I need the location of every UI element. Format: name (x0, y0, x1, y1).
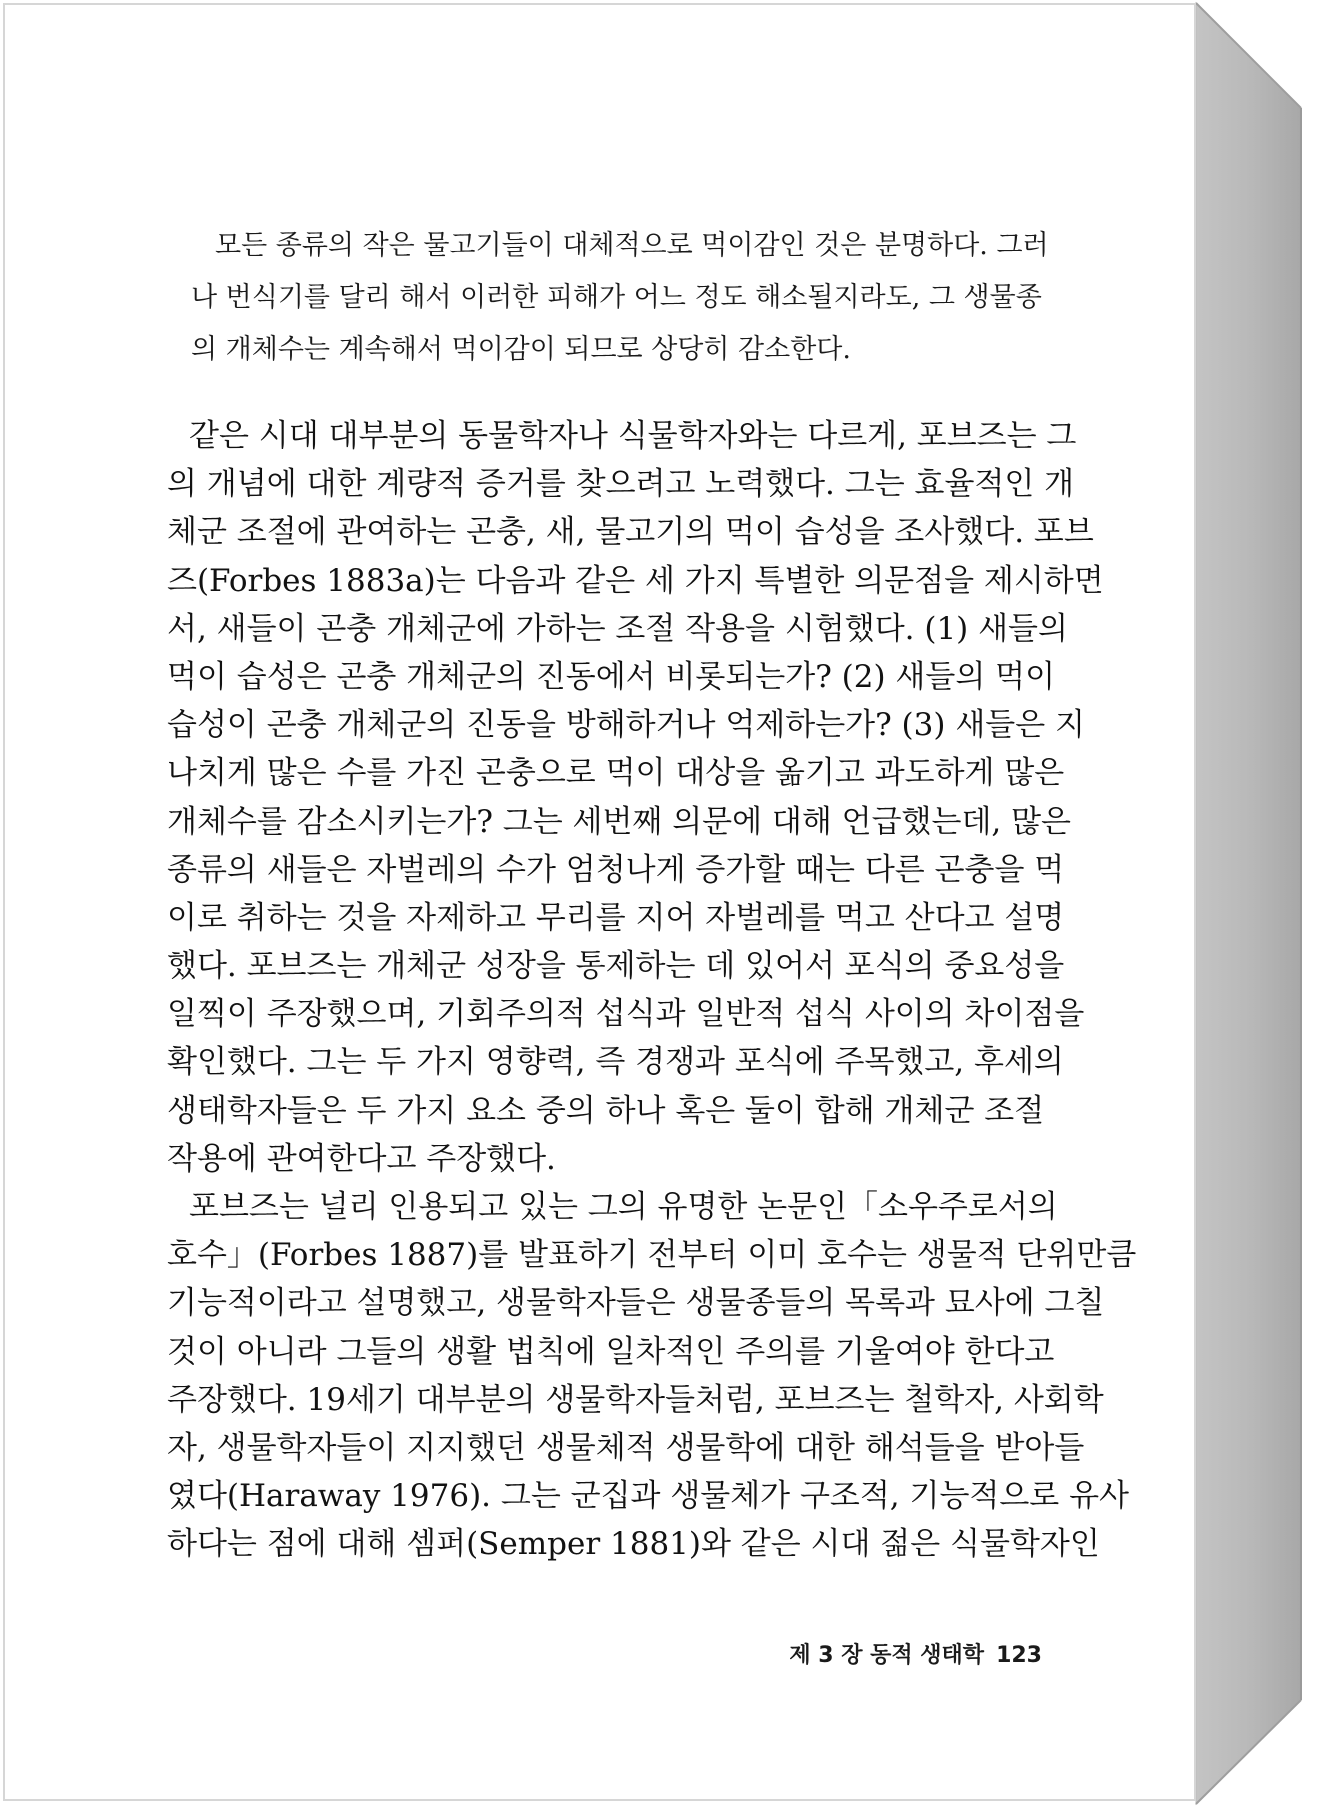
quote-line: 의 개체수는 계속해서 먹이감이 되므로 상당히 감소한다. (191, 334, 851, 365)
running-footer (780, 1638, 1042, 1669)
chapter-title: 제 3 장 동적 생태학 (789, 1643, 985, 1668)
paragraph-line: 하다는 점에 대해 셈퍼(Semper 1881)와 같은 시대 젊은 식물학자인 (167, 1526, 1100, 1563)
paragraph-line: 서, 새들이 곤충 개체군에 가하는 조절 작용을 시험했다. (1) 새들의 (167, 610, 1068, 647)
paragraph-line: 했다. 포브즈는 개체군 성장을 통제하는 데 있어서 포식의 중요성을 (167, 948, 1065, 985)
paragraph-line: 종류의 새들은 자벌레의 수가 엄청나게 증가할 때는 다른 곤충을 먹 (167, 851, 1065, 888)
paragraph-line: 확인했다. 그는 두 가지 영향력, 즉 경쟁과 포식에 주목했고, 후세의 (167, 1044, 1064, 1081)
body-text (167, 412, 1137, 1569)
paragraph-line: 것이 아니라 그들의 생활 법칙에 일차적인 주의를 기울여야 한다고 (167, 1333, 1055, 1370)
paragraph-line: 이로 취하는 것을 자제하고 무리를 지어 자벌레를 먹고 산다고 설명 (167, 899, 1065, 936)
paragraph-line: 자, 생물학자들이 지지했던 생물체적 생물학에 대한 해석들을 받아들 (167, 1429, 1085, 1466)
paragraph-line: 나치게 많은 수를 가진 곤충으로 먹이 대상을 옮기고 과도하게 많은 (167, 755, 1065, 792)
quote-line: 모든 종류의 작은 물고기들이 대체적으로 먹이감인 것은 분명하다. 그러 (215, 230, 1049, 261)
paragraph-line: 포브즈는 널리 인용되고 있는 그의 유명한 논문인「소우주로서의 (189, 1189, 1058, 1225)
paragraph-line: 습성이 곤충 개체군의 진동을 방해하거나 억제하는가? (3) 새들은 지 (167, 707, 1085, 744)
paragraph-line: 개체수를 감소시키는가? 그는 세번째 의문에 대해 언급했는데, 많은 (167, 803, 1071, 840)
paragraph-line: 일찍이 주장했으며, 기회주의적 섭식과 일반적 섭식 사이의 차이점을 (167, 996, 1085, 1033)
page-number: 123 (996, 1643, 1042, 1668)
quote-line: 나 번식기를 달리 해서 이러한 피해가 어느 정도 해소될지라도, 그 생물종 (191, 282, 1042, 313)
paragraph-line: 기능적이라고 설명했고, 생물학자들은 생물종들의 목록과 묘사에 그칠 (167, 1285, 1105, 1322)
paragraph-line: 같은 시대 대부분의 동물학자나 식물학자와는 다르게, 포브즈는 그 (189, 418, 1077, 454)
paragraph-line: 호수」(Forbes 1887)를 발표하기 전부터 이미 호수는 생물적 단위만큼 (167, 1237, 1137, 1274)
paragraph-line: 체군 조절에 관여하는 곤충, 새, 물고기의 먹이 습성을 조사했다. 포브 (167, 514, 1094, 551)
paragraph-line: 의 개념에 대한 계량적 증거를 찾으려고 노력했다. 그는 효율적인 개 (167, 466, 1075, 503)
paragraph-line: 작용에 관여한다고 주장했다. (167, 1140, 556, 1177)
block-quote (191, 220, 1049, 376)
paragraph-line: 즈(Forbes 1883a)는 다음과 같은 세 가지 특별한 의문점을 제시하면 (167, 562, 1104, 599)
paragraph-line: 였다(Haraway 1976). 그는 군집과 생물체가 구조적, 기능적으로 유사 (167, 1478, 1129, 1515)
paragraph-line: 생태학자들은 두 가지 요소 중의 하나 혹은 둘이 합해 개체군 조절 (167, 1092, 1045, 1129)
paragraph-line: 먹이 습성은 곤충 개체군의 진동에서 비롯되는가? (2) 새들의 먹이 (167, 658, 1056, 695)
paragraph-line: 주장했다. 19세기 대부분의 생물학자들처럼, 포브즈는 철학자, 사회학 (167, 1381, 1104, 1418)
